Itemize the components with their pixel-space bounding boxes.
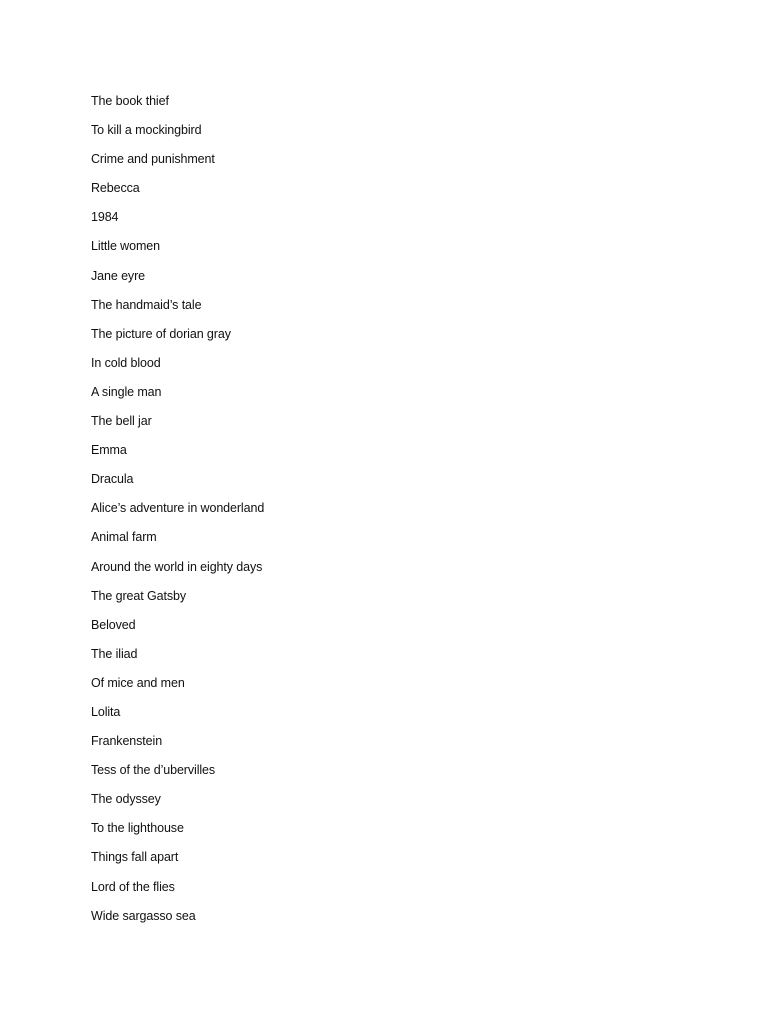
- list-item: Crime and punishment: [91, 152, 215, 167]
- list-item: To kill a mockingbird: [91, 123, 202, 138]
- list-item: Little women: [91, 239, 160, 254]
- list-item: The odyssey: [91, 792, 161, 807]
- list-item: Alice’s adventure in wonderland: [91, 501, 265, 516]
- list-item: To the lighthouse: [91, 821, 184, 836]
- list-item: Around the world in eighty days: [91, 559, 263, 574]
- list-item: Things fall apart: [91, 850, 179, 865]
- list-item: The picture of dorian gray: [91, 326, 231, 341]
- list-item: Lolita: [91, 704, 121, 719]
- list-item: Animal farm: [91, 530, 157, 545]
- list-item: The great Gatsby: [91, 588, 186, 603]
- list-item: Tess of the d’ubervilles: [91, 763, 216, 778]
- list-item: The book thief: [91, 94, 169, 108]
- list-item: A single man: [91, 384, 162, 399]
- book-list: [91, 92, 264, 936]
- list-item: Jane eyre: [91, 268, 145, 283]
- list-item: Lord of the flies: [91, 879, 175, 894]
- list-item: Dracula: [91, 472, 134, 487]
- list-item: Of mice and men: [91, 675, 185, 690]
- list-item: The bell jar: [91, 414, 152, 429]
- list-item: Frankenstein: [91, 734, 163, 749]
- list-item: The handmaid’s tale: [91, 297, 202, 312]
- list-item: Wide sargasso sea: [91, 908, 196, 923]
- list-item: 1984: [91, 210, 119, 225]
- list-item: In cold blood: [91, 355, 161, 370]
- list-item: The iliad: [91, 646, 138, 661]
- list-item: Beloved: [91, 617, 136, 632]
- list-item: Rebecca: [91, 181, 140, 196]
- list-item: Emma: [91, 443, 127, 458]
